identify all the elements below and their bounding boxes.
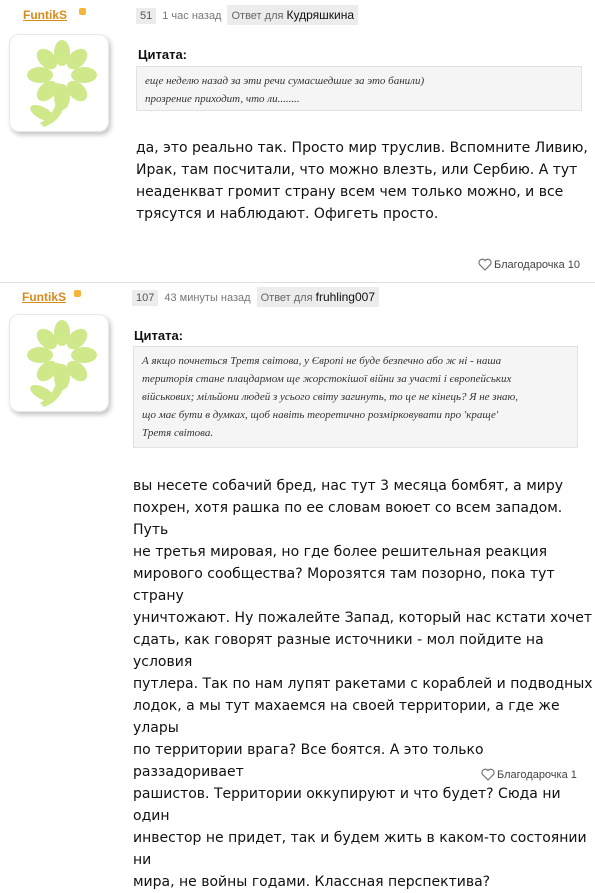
thanks-count: 10 <box>567 259 581 271</box>
username-link[interactable]: FuntikS <box>23 8 67 22</box>
reply-to-user: Кудряшкина <box>286 8 355 22</box>
quote-title: Цитата: <box>134 328 184 343</box>
quote-line: А якщо почнеться Третя світова, у Європі не буде безпечно або ж ні - наша <box>142 355 502 367</box>
thanks-count: 1 <box>570 769 577 781</box>
avatar[interactable] <box>9 34 109 132</box>
post-meta <box>136 5 358 25</box>
username-link[interactable]: FuntikS <box>22 290 66 304</box>
online-status-icon <box>74 290 81 297</box>
quote-box <box>136 66 582 111</box>
post-meta <box>132 287 379 307</box>
quote-line: територія стане плацдармом ще жорстокішої війни за участі і європейських <box>142 373 512 385</box>
quote-line: прозрение приходит, что ли........ <box>145 93 300 105</box>
quote-line: Третя світова. <box>142 427 214 439</box>
flower-avatar-icon <box>10 315 108 411</box>
post-time: 43 минуты назад <box>164 292 251 304</box>
avatar[interactable] <box>9 314 109 412</box>
comment-post <box>0 283 595 890</box>
reply-to-user: fruhling007 <box>315 290 376 304</box>
flower-avatar-icon <box>10 35 108 131</box>
thanks-label: Благодарочка <box>494 259 565 271</box>
post-body: да, это реально так. Просто мир труслив. Вспомните Ливию, Ирак, там посчитали, что можно влезть, или Сербию. А тут неаденкват громит страну всем чем только можно, и все трясутся и наблюдают. Офигеть просто. <box>136 140 588 222</box>
quote-box <box>133 346 578 448</box>
quote-line: військових; мільйони людей з усього світу загинуть, то це не кінець? Я не знаю, <box>142 391 519 403</box>
thanks-button[interactable] <box>481 768 577 781</box>
reply-to-badge[interactable]: Ответ для fruhling007 <box>257 287 379 307</box>
thanks-label: Благодарочка <box>497 769 568 781</box>
post-number[interactable]: 51 <box>136 8 156 24</box>
quote-title: Цитата: <box>138 47 188 62</box>
post-body: вы несете собачий бред, нас тут 3 месяца бомбят, а миру похрен, хотя рашка по ее словам воюет со всем западом. Путь не третья мировая, но где более решительная реакция мирового сообщества? Морозятся там позорно, пока тут страну уничтожают. Ну пожалейте Запад, который нас кстати хочет сдать, как говорят разные источники - мол пойдите на условия путлера. Так по нам лупят ракетами с кораблей и подводных лодок, а мы тут махаемся на своей территории, а где же улары по территории врага? Все боятся. А это только раззадоривает рашистов. Территории оккупируют и что будет? Сюда ни один инвестор не придет, так и будем жить в каком-то состоянии ни мира, не войны годами. Классная перспектива? <box>133 478 593 890</box>
reply-to-badge[interactable]: Ответ для Кудряшкина <box>227 5 358 25</box>
heart-outline-icon <box>481 768 495 781</box>
quote-line: еще неделю назад за эти речи сумасшедшие за это банили) <box>145 75 425 87</box>
online-status-icon <box>79 8 86 15</box>
comment-post <box>0 0 595 282</box>
heart-outline-icon <box>478 258 492 271</box>
quote-line: що має бути в думках, щоб навіть теоретично розмірковувати про 'краще' <box>142 409 499 421</box>
thanks-button[interactable] <box>478 258 580 271</box>
post-time: 1 час назад <box>162 10 222 22</box>
post-number[interactable]: 107 <box>132 290 158 306</box>
